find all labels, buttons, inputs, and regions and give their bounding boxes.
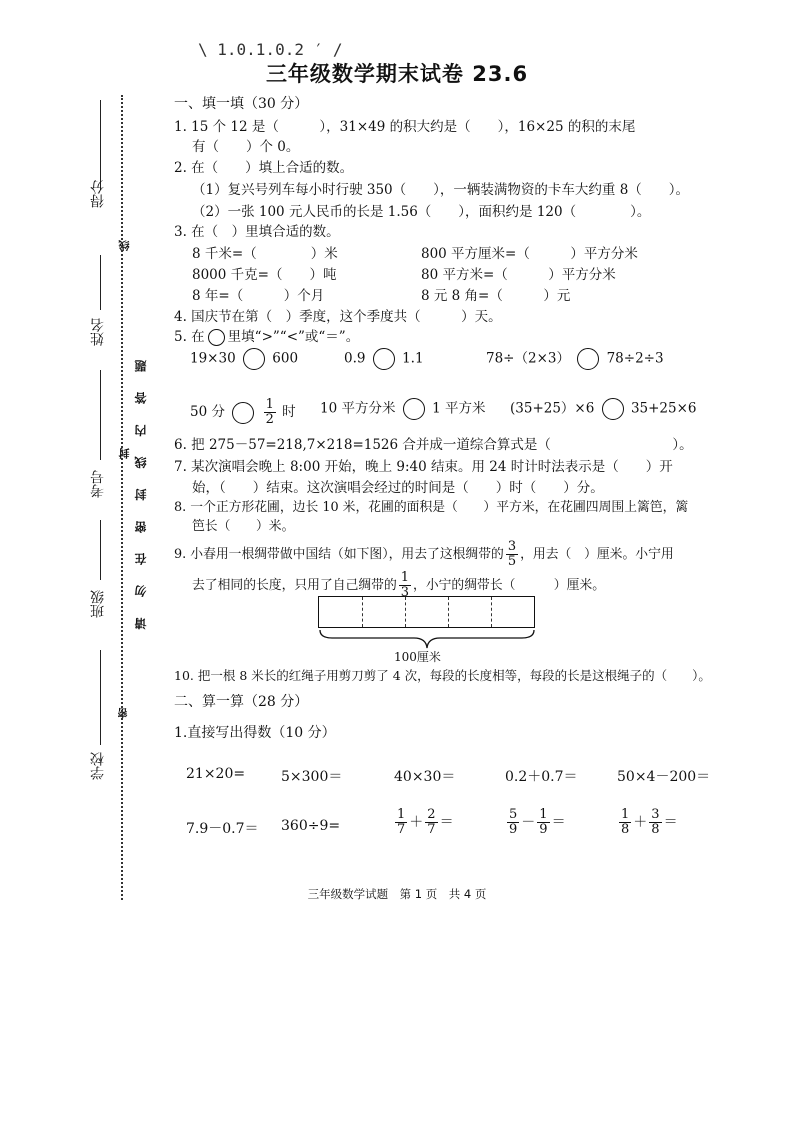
calc-item: 50×4－200＝ <box>617 769 711 785</box>
expr-right: 1 平方米 <box>432 400 486 417</box>
calc-fraction-item: $\frac{5}{9}$ － $\frac{1}{9}$ ＝ <box>509 807 566 837</box>
school-line <box>100 650 101 745</box>
question-3-row-2-b: 80 平方米=（ ）平方分米 <box>421 267 616 283</box>
question-7-line-2: 始，（ ）结束。这次演唱会经过的时间是（ ）时（ ）分。 <box>192 480 604 496</box>
question-9-line-1: 9. 小春用一根绸带做中国结（如下图），用去了这根绸带的 $\frac{3}{5}$ ，用去（ ）厘米。小宁用 <box>174 539 674 569</box>
brace-icon <box>318 628 536 650</box>
bar-length-label: 100厘米 <box>394 650 441 664</box>
fraction: $\frac{5}{9}$ <box>509 807 518 837</box>
question-6: 6. 把 275－57=218,7×218=1526 合并成一道综合算式是（ ）。 <box>174 437 693 453</box>
calc-item: 40×30＝ <box>394 769 456 785</box>
answer-circle[interactable] <box>403 398 425 420</box>
expr-right: 时 <box>282 404 296 420</box>
question-3: 3. 在（ ）里填合适的数。 <box>174 224 340 240</box>
exam-no-line <box>100 370 101 460</box>
question-3-row-3-b: 8 元 8 角=（ ）元 <box>421 288 571 304</box>
fraction: $\frac{1}{8}$ <box>621 807 630 837</box>
question-1-line-2: 有（ ）个 0。 <box>192 139 300 155</box>
question-5-row-2-c <box>510 398 697 420</box>
bar-divider <box>491 597 492 627</box>
class-line <box>100 520 101 580</box>
seal-char: 封 <box>118 440 131 459</box>
question-3-row-2-a: 8000 千克=（ ）吨 <box>192 267 337 283</box>
expr-right: 1.1 <box>402 350 424 367</box>
answer-circle[interactable] <box>577 348 599 370</box>
expr-right: 78÷2÷3 <box>606 350 664 367</box>
question-5-suffix: 里填“>”“<”或“＝”。 <box>227 329 360 345</box>
name-label: 姓名 <box>90 318 106 346</box>
question-8-line-1: 8. 一个正方形花圃，边长 10 米，花圃的面积是（ ）平方米，在花圃四周围上篱笆，篱 <box>174 500 689 515</box>
question-2: 2. 在（ ）填上合适的数。 <box>174 160 354 176</box>
question-2-1: （1）复兴号列车每小时行驶 350（ ），一辆装满物资的卡车大约重 8（ ）。 <box>192 182 690 198</box>
calc-item: 360÷9= <box>281 818 341 834</box>
question-3-row-3-a: 8 年=（ ）个月 <box>192 288 325 304</box>
calc-fraction-item: $\frac{1}{8}$ ＋ $\frac{3}{8}$ ＝ <box>621 807 678 837</box>
expr-left: (35+25）×6 <box>510 400 595 417</box>
question-10: 10. 把一根 8 米长的红绳子用剪刀剪了 4 次，每段的长度相等，每段的长是这根绳子的（ ）。 <box>174 668 711 683</box>
expr-left: 50 分 <box>190 404 225 420</box>
fraction: $\frac{1}{3}$ <box>400 570 410 600</box>
calc-item: 5×300＝ <box>281 769 343 785</box>
calc-item: 0.2＋0.7＝ <box>505 769 578 785</box>
page-footer: 三年级数学试题 第 1 页 共 4 页 <box>307 887 487 901</box>
section-2-heading: 二、算一算（28 分） <box>174 694 309 710</box>
question-5-row-1-a <box>190 348 298 370</box>
question-3-row-1-a: 8 千米=（ ）米 <box>192 246 338 262</box>
answer-circle[interactable] <box>243 348 265 370</box>
ribbon-bar-diagram <box>318 596 535 628</box>
question-1-line-1: 1. 15 个 12 是（ ），31×49 的积大约是（ ），16×25 的积的末尾 <box>174 119 636 135</box>
fraction: $\frac{3}{8}$ <box>651 807 660 837</box>
seal-line-char: 线 <box>118 232 131 251</box>
fraction: $\frac{3}{5}$ <box>507 539 517 569</box>
dotted-seal-line <box>121 95 123 900</box>
expr-right: 600 <box>272 350 299 367</box>
fraction: $\frac{1}{2}$ <box>265 397 274 427</box>
fraction: $\frac{2}{7}$ <box>427 807 436 837</box>
expr-left: 19×30 <box>190 350 236 367</box>
answer-circle[interactable] <box>373 348 395 370</box>
page-title: 三年级数学期末试卷 23.6 <box>265 62 529 86</box>
name-line <box>100 255 101 310</box>
bar-divider <box>448 597 449 627</box>
expr-left: 0.9 <box>344 350 366 367</box>
compare-circle-icon <box>208 329 225 346</box>
question-5-prefix: 5. 在 <box>174 329 205 345</box>
question-5 <box>174 328 359 346</box>
question-4: 4. 国庆节在第（ ）季度，这个季度共（ ）天。 <box>174 309 502 325</box>
question-5-row-1-c <box>486 348 664 370</box>
question-2-2: （2）一张 100 元人民币的长是 1.56（ ），面积约是 120（ ）。 <box>192 204 651 220</box>
question-7-line-1: 7. 某次演唱会晚上 8:00 开始，晚上 9:40 结束。用 24 时计时法表示是（ ）开 <box>174 459 673 475</box>
section-2-sub-1: 1.直接写出得数（10 分） <box>174 725 336 741</box>
question-5-row-1-b <box>344 348 424 370</box>
expr-left: 78÷（2×3） <box>486 350 570 367</box>
class-label: 班级 <box>90 590 106 618</box>
no-answer-notice: 请 勿 在 密 封 线 内 答 题 <box>134 352 148 630</box>
exam-no-label: 考号 <box>90 470 106 498</box>
score-label: 得分 <box>90 180 106 208</box>
score-line <box>100 100 101 190</box>
bar-divider <box>362 597 363 627</box>
fraction: $\frac{1}{9}$ <box>539 807 548 837</box>
seal-char-2: 密 <box>119 700 130 718</box>
expr-left: 10 平方分米 <box>320 400 396 417</box>
fraction: $\frac{1}{7}$ <box>397 807 406 837</box>
question-8-line-2: 笆长（ ）米。 <box>192 519 295 534</box>
school-label: 学校 <box>90 752 106 780</box>
question-3-row-1-b: 800 平方厘米=（ ）平方分米 <box>421 246 638 262</box>
expr-right: 35+25×6 <box>630 400 697 417</box>
answer-circle[interactable] <box>232 402 254 424</box>
section-1-heading: 一、填一填（30 分） <box>174 96 309 112</box>
question-9-line-2: 去了相同的长度，只用了自己绸带的 $\frac{1}{3}$ ，小宁的绸带长（ ）厘米。 <box>192 570 605 600</box>
handwritten-scribble: \ 1.0.1.0.2 ′ / <box>198 40 343 59</box>
calc-fraction-item: $\frac{1}{7}$ ＋ $\frac{2}{7}$ ＝ <box>397 807 454 837</box>
bar-divider <box>405 597 406 627</box>
calc-item: 21×20= <box>186 766 246 782</box>
question-5-row-2-b <box>320 398 485 420</box>
answer-circle[interactable] <box>602 398 624 420</box>
calc-item: 7.9－0.7＝ <box>186 821 259 837</box>
question-5-row-2-a <box>190 398 296 427</box>
